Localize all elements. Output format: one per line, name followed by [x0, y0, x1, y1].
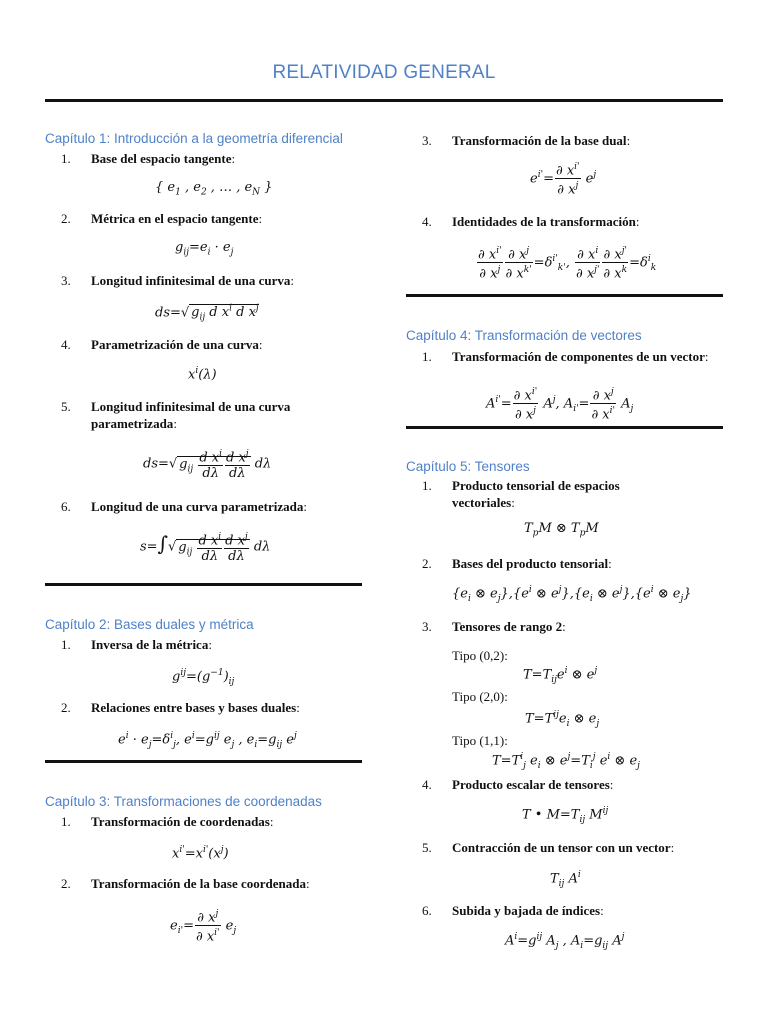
- item-label: Longitud infinitesimal de una curva:: [91, 273, 294, 288]
- eq-metric: $g_{ij}=e_i \cdot e_j$: [175, 240, 234, 258]
- item-label: Identidades de la transformación:: [452, 214, 640, 229]
- eq-s-integral: s=∫√ $g_{ij}$ $\frac{d x^i}{d\lambda}$ $\frac{d x^j}{d\lambda}$ dλ: [140, 531, 271, 565]
- item-label: Parametrización de una curva:: [91, 337, 263, 352]
- item-label: Métrica en el espacio tangente:: [91, 211, 263, 226]
- chapter-divider: [45, 583, 362, 586]
- item-number: 2.: [422, 556, 432, 571]
- item-label: Transformación de la base coordenada:: [91, 876, 310, 891]
- item-number: 3.: [422, 133, 432, 148]
- eq-tensor-20: $T=T^{ij}e_i$ ⊗ $e_j$: [525, 710, 600, 729]
- eq-ds: ds=√ $g_{ij}$ d $x^i$ d $x^j$: [155, 304, 259, 323]
- eq-index-raising: $A^i=g^{ij}$ $A_j$ , $A_i=g_{ij}$ $A^j$: [505, 932, 625, 951]
- item-number: 6.: [422, 903, 432, 918]
- item-number: 2.: [61, 876, 71, 891]
- item-number: 1.: [422, 478, 432, 493]
- item-number: 4.: [61, 337, 71, 352]
- item-number: 3.: [422, 619, 432, 634]
- item-label: Relaciones entre bases y bases duales:: [91, 700, 300, 715]
- item-label: Longitud de una curva parametrizada:: [91, 499, 307, 514]
- eq-tensor-11: $T=T^i_j$ $e_i$ ⊗ $e^j=T_i^j$ $e^i$ ⊗ $e_j$: [492, 752, 640, 771]
- item-label: Tensores de rango 2:: [452, 619, 566, 634]
- tipo-11-label: Tipo (1,1):: [452, 733, 508, 748]
- item-label: Transformación de componentes de un vector:: [452, 349, 709, 364]
- item-label: Producto tensorial de espacios vectoriales:: [452, 478, 620, 510]
- item-label: Contracción de un tensor con un vector:: [452, 840, 675, 855]
- item-label: Base del espacio tangente:: [91, 151, 236, 166]
- eq-contraction: $T_{ij}$ $A^i$: [550, 870, 581, 889]
- item-number: 5.: [61, 399, 71, 414]
- eq-inverse-metric: $g^{ij}=(g^{-1})_{ij}$: [172, 668, 235, 687]
- item-number: 1.: [61, 151, 71, 166]
- item-label: Longitud infinitesimal de una curva parametrizada:: [91, 399, 291, 431]
- item-number: 6.: [61, 499, 71, 514]
- document-title: RELATIVIDAD GENERAL: [272, 62, 496, 83]
- chapter-divider: [406, 294, 723, 297]
- eq-coord-transform: $x^{i'}=x^{i'}(x^j)$: [172, 845, 229, 862]
- eq-vector-transform: $A^{i'}=$ $\frac{\partial x^{i'}}{\partial x^j}$ $A^j$, $A_{i'}=$ $\frac{\partial x^j}{\partial x^{i'}}$ $A_j$: [486, 387, 634, 423]
- eq-basis-transform: $e_{i'}=$ $\frac{\partial x^j}{\partial x^{i'}}$ $e_j$: [170, 909, 237, 945]
- tipo-02-label: Tipo (0,2):: [452, 648, 508, 663]
- chapter-4-heading: Capítulo 4: Transformación de vectores: [406, 328, 642, 343]
- eq-tensor-02: $T=T_{ij}e^i$ ⊗ $e^j$: [523, 666, 598, 685]
- eq-transform-identities: $\frac{\partial x^{i'}}{\partial x^j}$ $\frac{\partial x^j}{\partial x^{k'}}$ $=\delta^{i'}_{k'}$, $\frac{\partial x^i}{\partial x^{j'}}$ $\frac{\partial x^{j'}}{\partial x^k}$ $=\delta^i_k$: [478, 246, 657, 282]
- item-number: 1.: [61, 637, 71, 652]
- eq-tensor-bases: {$e_i$ ⊗ $e_j\},\{e^i$ ⊗ $e^j\},\{e_i$ ⊗ $e^j\},\{e^i$ ⊗ $e_j$}: [452, 585, 692, 604]
- item-number: 1.: [422, 349, 432, 364]
- eq-tensor-product-spaces: $T_pM$ ⊗ $T_pM$: [524, 521, 599, 539]
- chapter-1-heading: Capítulo 1: Introducción a la geometría diferencial: [45, 131, 343, 146]
- eq-param-curve: $x^i(\lambda)$: [188, 366, 217, 383]
- item-number: 3.: [61, 273, 71, 288]
- item-number: 4.: [422, 777, 432, 792]
- item-number: 2.: [61, 700, 71, 715]
- item-label: Subida y bajada de índices:: [452, 903, 604, 918]
- eq-dual-basis-transform: $e^{i'}=$ $\frac{\partial x^{i'}}{\partial x^j}$ $e^j$: [530, 162, 597, 198]
- item-label: Producto escalar de tensores:: [452, 777, 614, 792]
- chapter-divider: [406, 426, 723, 429]
- eq-ds-param: ds=√ $g_{ij}$ $\frac{d x^i}{d\lambda}$ $\frac{d x^j}{d\lambda}$ dλ: [143, 449, 272, 482]
- tipo-20-label: Tipo (2,0):: [452, 689, 508, 704]
- item-label: Bases del producto tensorial:: [452, 556, 612, 571]
- title-rule: [45, 99, 723, 102]
- item-label: Transformación de coordenadas:: [91, 814, 274, 829]
- item-number: 1.: [61, 814, 71, 829]
- chapter-2-heading: Capítulo 2: Bases duales y métrica: [45, 617, 254, 632]
- chapter-5-heading: Capítulo 5: Tensores: [406, 459, 530, 474]
- eq-tangent-basis: { $e_1$ , $e_2$ , … , $e_N$ }: [155, 180, 273, 198]
- chapter-3-heading: Capítulo 3: Transformaciones de coordenadas: [45, 794, 322, 809]
- eq-scalar-product: T • $M=T_{ij}$ $M^{ij}$: [522, 806, 609, 825]
- item-number: 5.: [422, 840, 432, 855]
- item-label: Transformación de la base dual:: [452, 133, 631, 148]
- item-number: 2.: [61, 211, 71, 226]
- eq-dual-relations: $e^i \cdot e_j=\delta^i_j$, $e^i=g^{ij}$ $e_j$ , $e_i=g_{ij}$ $e^j$: [118, 731, 297, 750]
- chapter-divider: [45, 760, 362, 763]
- item-number: 4.: [422, 214, 432, 229]
- item-label: Inversa de la métrica:: [91, 637, 212, 652]
